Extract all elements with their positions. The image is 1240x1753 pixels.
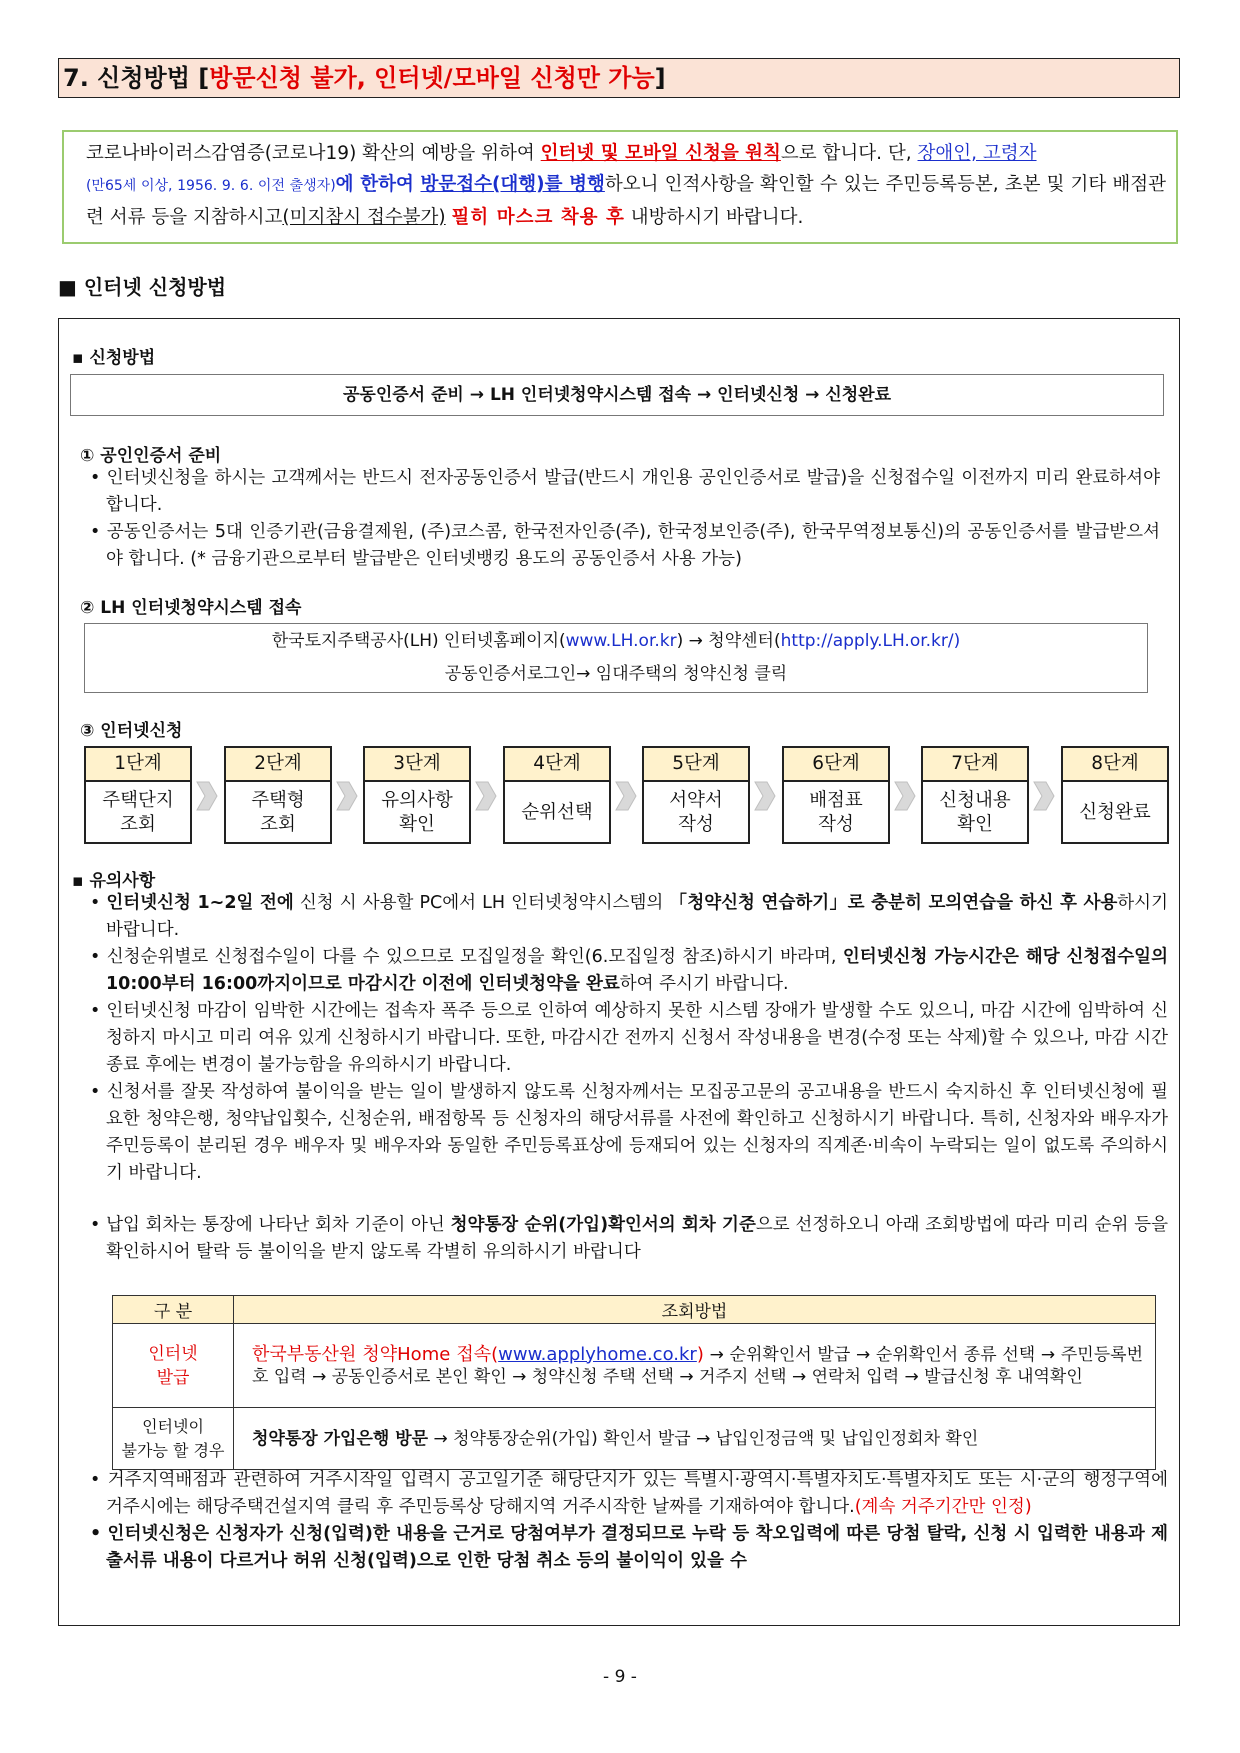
step2-heading: ② LH 인터넷청약시스템 접속 bbox=[80, 598, 302, 618]
step-box bbox=[782, 746, 890, 844]
step3-heading: ③ 인터넷신청 bbox=[80, 721, 183, 741]
step-box bbox=[503, 746, 611, 844]
section-title bbox=[58, 58, 1180, 98]
step-box bbox=[84, 746, 192, 844]
step-label: 7단계 bbox=[923, 748, 1027, 782]
applyhome-link[interactable]: www.applyhome.co.kr bbox=[498, 1343, 697, 1365]
title-bracket-close: ] bbox=[654, 64, 666, 92]
row-no-internet-label: 인터넷이 불가능 할 경우 bbox=[113, 1408, 234, 1470]
step-label: 5단계 bbox=[644, 748, 748, 782]
corona-notice bbox=[62, 130, 1178, 244]
notice-visit-parallel: 방문접수(대행)를 병행 bbox=[420, 174, 605, 195]
note-item: • 인터넷신청 1~2일 전에 신청 시 사용할 PC에서 LH 인터넷청약시스템의 「청약신청 연습하기」로 충분히 모의연습을 하신 후 사용하시기 바랍니다. bbox=[90, 893, 1168, 940]
step-label: 1단계 bbox=[86, 748, 190, 782]
lh-access-line2: 공동인증서로그인→ 임대주택의 청약신청 클릭 bbox=[444, 664, 788, 684]
note-item: • 납입 회차는 통장에 나타난 회차 기준이 아닌 청약통장 순위(가입)확인서의 회차 기준으로 선정하오니 아래 조회방법에 따라 미리 순위 등을 확인하시어 탈락 등 불이익을 받지 않도록 각별히 유의하시기 바랍니다 bbox=[90, 1215, 1168, 1262]
notice-disabled-elderly: 장애인, 고령자 bbox=[917, 143, 1037, 164]
step-box bbox=[642, 746, 750, 844]
title-highlight: 방문신청 불가, 인터넷/모바일 신청만 가능 bbox=[209, 64, 655, 92]
notice-no-docs: (미지참시 접수불가) bbox=[282, 207, 446, 228]
notice-text: 코로나바이러스감염증(코로나19) 확산의 예방을 위하여 bbox=[86, 143, 541, 164]
inquiry-table bbox=[112, 1295, 1156, 1470]
title-bracket-open: [ bbox=[198, 64, 210, 92]
lh-homepage-link[interactable]: www.LH.or.kr bbox=[565, 631, 677, 651]
note-item: • 거주지역배점과 관련하여 거주시작일 입력시 공고일기준 해당단지가 있는 특별시·광역시·특별자치도·특별자치도 또는 시·군의 행정구역에 거주시에는 해당주택건설지역 클릭 후 주민등록상 당해지역 거주시작한 날짜를 기재하여야 합니다.(계속 거주기간만 인정) bbox=[90, 1470, 1168, 1517]
row-no-internet-method: 청약통장 가입은행 방문 → 청약통장순위(가입) 확인서 발급 → 납입인정금액 및 납입인정회차 확인 bbox=[234, 1408, 1156, 1470]
step-text: 순위선택 bbox=[521, 802, 593, 823]
note-item: • 신청순위별로 신청접수일이 다를 수 있으므로 모집일정을 확인(6.모집일정 참조)하시기 바라며, 인터넷신청 가능시간은 해당 신청접수일의 10:00부터 16:00까지이므로 마감시간 이전에 인터넷청약을 완료하여 주시기 바랍니다. bbox=[90, 947, 1168, 994]
step-text: 주택형 조회 bbox=[251, 790, 305, 835]
step-label: 4단계 bbox=[505, 748, 609, 782]
notice-mask: 필히 마스크 착용 후 bbox=[451, 207, 625, 228]
notice-age-condition: (만65세 이상, 1956. 9. 6. 이전 출생자) bbox=[86, 178, 336, 194]
row-internet-method: 한국부동산원 청약Home 접속(www.applyhome.co.kr) → 순위확인서 발급 → 순위확인서 종류 선택 → 주민등록번호 입력 → 공동인증서로 본인 확인 → 청약신청 주택 선택 → 거주지 선택 → 연락처 입력 → 발급신청 후 내역확인 bbox=[234, 1324, 1156, 1408]
note-item: • 신청서를 잘못 작성하여 불이익을 받는 일이 발생하지 않도록 신청자께서는 모집공고문의 공고내용을 반드시 숙지하신 후 인터넷신청에 필요한 청약은행, 청약납입횟수, 신청순위, 배점항목 등 신청자의 해당서류를 사전에 확인하고 신청하시기 바랍니다. 특히, 신청자와 배우자가 주민등록이 분리된 경우 배우자 및 배우자와 동일한 주민등록표상에 등재되어 있는 신청자의 직계존·비속이 누락되는 일이 없도록 주의하시기 바랍니다. bbox=[90, 1082, 1168, 1183]
step-arrow-icon bbox=[893, 778, 917, 814]
notice-text: 으로 합니다. 단, bbox=[780, 143, 918, 164]
step-label: 2단계 bbox=[226, 748, 330, 782]
step1-heading: ① 공인인증서 준비 bbox=[80, 446, 222, 466]
row-internet-label: 인터넷 발급 bbox=[113, 1324, 234, 1408]
title-prefix: 7. 신청방법 bbox=[63, 64, 199, 92]
step-label: 6단계 bbox=[784, 748, 888, 782]
step-text: 신청완료 bbox=[1079, 802, 1151, 823]
step-text: 유의사항 확인 bbox=[381, 790, 453, 835]
internet-section-heading: ■ 인터넷 신청방법 bbox=[58, 275, 227, 299]
step-text: 신청내용 확인 bbox=[939, 790, 1011, 835]
step-arrow-icon bbox=[614, 778, 638, 814]
table-header-method: 조회방법 bbox=[234, 1296, 1156, 1324]
step-box bbox=[921, 746, 1029, 844]
step-arrow-icon bbox=[474, 778, 498, 814]
step1-bullets bbox=[84, 465, 1160, 573]
table-header-category: 구 분 bbox=[113, 1296, 234, 1324]
notes-heading: ▪ 유의사항 bbox=[72, 871, 156, 891]
notice-text: 하오니 인적사항을 확인할 수 있는 주민등록등본, 초본 및 기타 배점관련 서류 등을 지참하시고 bbox=[86, 174, 1166, 228]
note-item: • 인터넷신청 마감이 임박한 시간에는 접속자 폭주 등으로 인하여 예상하지 못한 시스템 장애가 발생할 수도 있으니, 마감 시간에 임박하여 신청하지 마시고 미리 여유 있게 신청하시기 바랍니다. 또한, 마감시간 전까지 신청서 작성내용을 변경(수정 또는 삭제)할 수 있으나, 마감 시간 종료 후에는 변경이 불가능함을 유의하시기 바랍니다. bbox=[90, 1001, 1168, 1075]
step-arrow-icon bbox=[1032, 778, 1056, 814]
step-arrow-icon bbox=[335, 778, 359, 814]
step1-bullet: • 인터넷신청을 하시는 고객께서는 반드시 전자공동인증서 발급(반드시 개인용 공인인증서로 발급)을 신청접수일 이전까지 미리 완료하셔야 합니다. bbox=[90, 468, 1160, 515]
step-box bbox=[224, 746, 332, 844]
notes-list bbox=[84, 890, 1168, 1266]
step-text: 서약서 작성 bbox=[669, 790, 723, 835]
lh-access-box bbox=[84, 623, 1148, 693]
step-box bbox=[363, 746, 471, 844]
step-label: 8단계 bbox=[1063, 748, 1167, 782]
notice-text: 내방하시기 바랍니다. bbox=[624, 207, 804, 228]
method-heading: ▪ 신청방법 bbox=[72, 348, 156, 368]
step-arrow-icon bbox=[753, 778, 777, 814]
page-number: - 9 - bbox=[603, 1667, 637, 1687]
apply-center-link[interactable]: http://apply.LH.or.kr/ bbox=[780, 631, 954, 651]
step-text: 주택단지 조회 bbox=[102, 790, 174, 835]
method-flow: 공동인증서 준비 → LH 인터넷청약시스템 접속 → 인터넷신청 → 신청완료 bbox=[70, 374, 1164, 416]
step-box bbox=[1061, 746, 1169, 844]
step1-bullet: • 공동인증서는 5대 인증기관(금융결제원, (주)코스콤, 한국전자인증(주), 한국정보인증(주), 한국무역정보통신)의 공동인증서를 발급받으셔야 합니다. (* 금융기관으로부터 발급받은 인터넷뱅킹 용도의 공동인증서 사용 가능) bbox=[90, 522, 1160, 569]
note-item: • 인터넷신청은 신청자가 신청(입력)한 내용을 근거로 당첨여부가 결정되므로 누락 등 착오입력에 따른 당첨 탈락, 신청 시 입력한 내용과 제출서류 내용이 다르거나 허위 신청(입력)으로 인한 당첨 취소 등의 불이익이 있을 수 bbox=[90, 1524, 1168, 1571]
notice-online-principle: 인터넷 및 모바일 신청을 원칙 bbox=[540, 143, 781, 164]
step-arrow-icon bbox=[195, 778, 219, 814]
notice-text: 에 한하여 bbox=[335, 174, 421, 195]
step-text: 배점표 작성 bbox=[809, 790, 863, 835]
step-label: 3단계 bbox=[365, 748, 469, 782]
lh-access-line1: 한국토지주택공사(LH) 인터넷홈페이지(www.LH.or.kr) → 청약센터(http://apply.LH.or.kr/) bbox=[271, 631, 961, 651]
notes-list-continued bbox=[84, 1467, 1168, 1575]
